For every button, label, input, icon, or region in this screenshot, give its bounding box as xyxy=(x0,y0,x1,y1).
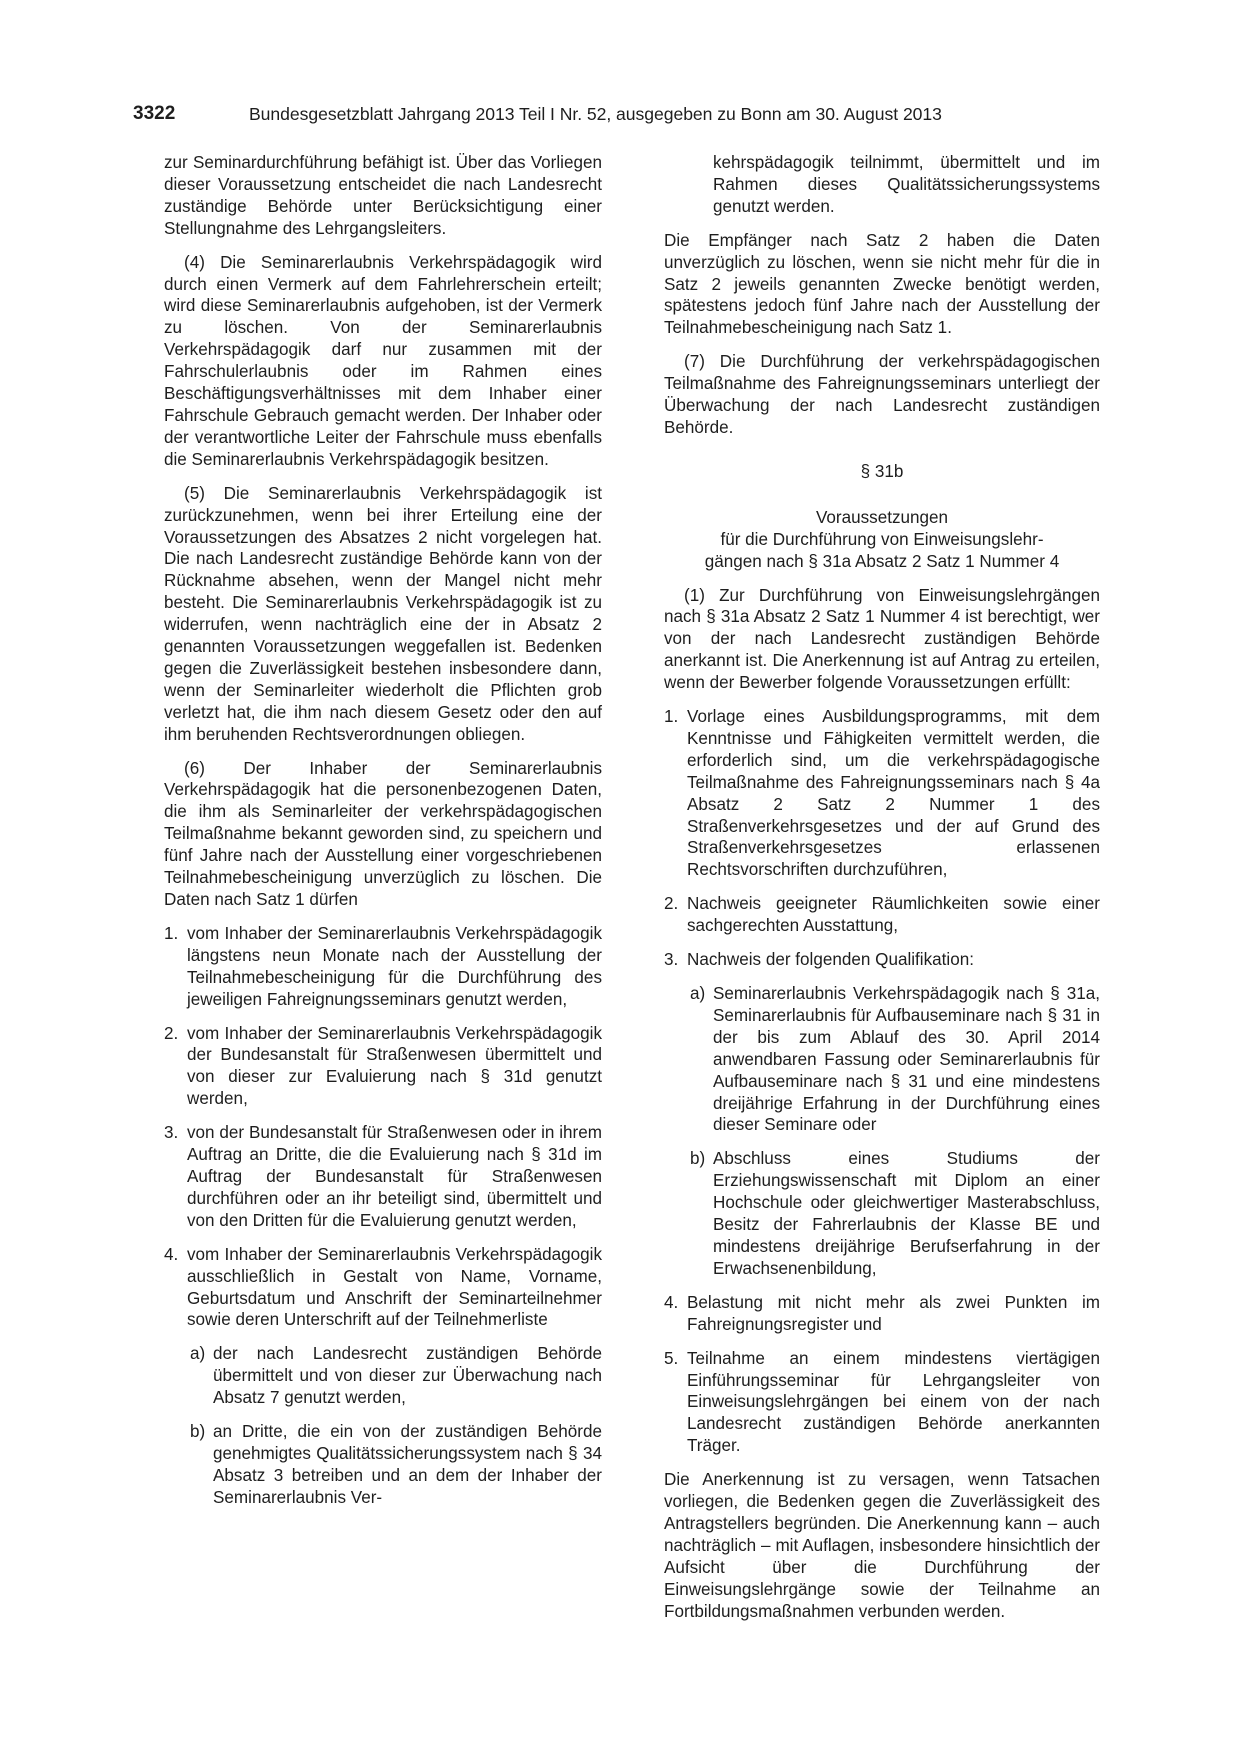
list-number: 3. xyxy=(164,1123,179,1143)
paragraph-intro: zur Seminardurchführung befähigt ist. Über das Vorliegen dieser Voraussetzung entscheidet die nach Landesrecht zuständige Behörde unter Berücksichtigung einer Stellungnahme des Lehrgangsleiters. xyxy=(164,153,602,238)
list-number: 5. xyxy=(664,1348,679,1368)
sub-list-letter: a) xyxy=(190,1344,206,1364)
paragraph-7: (7) Die Durchführung der verkehrspädagogischen Teilmaßnahme des Fahreignungsseminars unterliegt der Überwachung der nach Landesrecht zuständigen Behörde. xyxy=(664,352,1100,437)
sub-list-text: an Dritte, die ein von der zuständigen Behörde genehmigtes Qualitätssicherungssystem nach § 34 Absatz 3 betreiben und an dem der Inhaber der Seminarerlaubnis Ver- xyxy=(213,1422,602,1507)
list-item xyxy=(164,1023,602,1111)
list-item xyxy=(664,706,1100,881)
paragraph-1: (1) Zur Durchführung von Einweisungslehrgängen nach § 31a Absatz 2 Satz 1 Nummer 4 ist berechtigt, wer von der nach Landesrecht zuständigen Behörde anerkannt ist. Die Anerkennung ist auf Antrag zu erteilen, wenn der Bewerber folgende Voraussetzungen erfüllt: xyxy=(664,585,1100,693)
list-number: 4. xyxy=(164,1244,179,1264)
list-item xyxy=(164,1122,602,1232)
sub-list-text: Seminarerlaubnis Verkehrspädagogik nach § 31a, Seminarerlaubnis für Aufbauseminare nach § 31 in der bis zum Ablauf des 30. April 2014 anwendbaren Fassung oder Seminarerlaubnis für Aufbauseminare nach § 31 und eine mindestens dreijährige Erfahrung in der Durchführung eines dieser Seminare oder xyxy=(713,984,1100,1135)
list-item xyxy=(664,1348,1100,1458)
sub-list-item xyxy=(664,1148,1100,1279)
list-text: Belastung mit nicht mehr als zwei Punkten im Fahreignungsregister und xyxy=(687,1292,1100,1334)
sub-list-item xyxy=(164,1421,602,1509)
sub-list-text: der nach Landesrecht zuständigen Behörde übermittelt und von dieser zur Überwachung nach Absatz 7 genutzt werden, xyxy=(213,1344,602,1408)
paragraph-6: (6) Der Inhaber der Seminarerlaubnis Verkehrspädagogik hat die personenbezogenen Daten, die ihm als Seminarleiter der verkehrspädagogischen Teilmaßnahme bekannt geworden sind, zu speichern und fünf Jahre nach der Ausstellung einer vorgeschriebenen Teilnahmebescheinigung unverzüglich zu löschen. Die Daten nach Satz 1 dürfen xyxy=(164,758,602,909)
sub-list-text: Abschluss eines Studiums der Erziehungswissenschaft mit Diplom an einer Hochschule oder gleichwertiger Masterabschluss, Besitz der Fahrerlaubnis der Klasse BE und mindestens dreijährige Berufserfahrung in der Erwachsenenbildung, xyxy=(713,1149,1100,1278)
list-text: Nachweis geeigneter Räumlichkeiten sowie einer sachgerechten Ausstattung, xyxy=(687,894,1100,936)
section-number: § 31b xyxy=(860,461,904,481)
section-title-line: gängen nach § 31a Absatz 2 Satz 1 Nummer 4 xyxy=(704,551,1060,571)
paragraph-4: (4) Die Seminarerlaubnis Verkehrspädagogik wird durch einen Vermerk auf dem Fahrlehrerschein erteilt; wird diese Seminarerlaubnis aufgehoben, ist der Vermerk zu löschen. Von der Seminarerlaubnis Verkehrspädagogik darf nur zusammen mit der Fahrschulerlaubnis oder im Rahmen eines Beschäftigungsverhältnisses mit dem Inhaber einer Fahrschule Gebrauch gemacht werden. Der Inhaber oder der verantwortliche Leiter der Fahrschule muss ebenfalls die Seminarerlaubnis Verkehrspädagogik besitzen. xyxy=(164,252,602,469)
sub-list-item xyxy=(664,983,1100,1136)
list-number: 2. xyxy=(664,894,679,914)
page-number: 3322 xyxy=(133,103,176,124)
list-item xyxy=(164,923,602,1011)
paragraph-5: (5) Die Seminarerlaubnis Verkehrspädagogik ist zurückzunehmen, wenn bei ihrer Erteilung eine der Voraussetzungen des Absatzes 2 nicht vorgelegen hat. Die nach Landesrecht zuständige Behörde kann von der Rücknahme absehen, wenn der Mangel nicht mehr besteht. Die Seminarerlaubnis Verkehrspädagogik ist zu widerrufen, wenn nachträglich eine der in Absatz 2 genannten Voraussetzungen weggefallen ist. Bedenken gegen die Zuverlässigkeit bestehen insbesondere dann, wenn der Seminarleiter wiederholt die Pflichten grob verletzt hat, die ihm nach diesem Gesetz oder den auf ihm beruhenden Rechtsverordnungen obliegen. xyxy=(164,483,602,744)
page-header xyxy=(133,103,1108,129)
list-text: vom Inhaber der Seminarerlaubnis Verkehrspädagogik ausschließlich in Gestalt von Name, Vorname, Geburtsdatum und Anschrift der Seminarteilnehmer sowie deren Unterschrift auf der Teilnehmerliste xyxy=(187,1244,602,1330)
sub-list-item xyxy=(164,1343,602,1409)
sub-list-letter: b) xyxy=(190,1422,206,1442)
list-text: vom Inhaber der Seminarerlaubnis Verkehrspädagogik längstens neun Monate nach der Ausstellung der Teilnahmebescheinigung für die Durchführung des jeweiligen Fahreignungsseminars genutzt werden, xyxy=(187,923,602,1009)
list-number: 2. xyxy=(164,1023,179,1043)
list-text: von der Bundesanstalt für Straßenwesen oder in ihrem Auftrag an Dritte, die die Evaluierung nach § 31d im Auftrag der Bundesanstalt für Straßenwesen durchführen oder an ihr beteiligt sind, übermittelt und von den Dritten für die Evaluierung genutzt werden, xyxy=(187,1123,602,1230)
list-item xyxy=(664,949,1100,971)
sub-list-letter: a) xyxy=(690,984,706,1003)
sub-list-letter: b) xyxy=(690,1149,706,1169)
continued-sub-item: kehrspädagogik teilnimmt, übermittelt und im Rahmen dieses Qualitätssicherungssystems genutzt werden. xyxy=(713,153,1100,216)
list-number: 3. xyxy=(664,950,679,970)
list-number: 1. xyxy=(664,707,679,727)
list-item xyxy=(164,1244,602,1332)
list-text: Teilnahme an einem mindestens viertägigen Einführungsseminar für Lehrgangsleiter von Einweisungslehrgängen bei einem von der nach Landesrecht zuständigen Behörde anerkannten Träger. xyxy=(687,1348,1100,1456)
paragraph-closing: Die Anerkennung ist zu versagen, wenn Tatsachen vorliegen, die Bedenken gegen die Zuverlässigkeit des Antragstellers begründen. Die Anerkennung kann – auch nachträglich – mit Auflagen, insbesondere hinsichtlich der Aufsicht über die Durchführung der Einweisungslehrgänge sowie der Teilnahme an Fortbildungsmaßnahmen verbunden werden. xyxy=(664,1470,1100,1621)
section-title-line: für die Durchführung von Einweisungslehr- xyxy=(720,529,1044,549)
running-head: Bundesgesetzblatt Jahrgang 2013 Teil I Nr. 52, ausgegeben zu Bonn am 30. August 2013 xyxy=(249,104,942,124)
list-number: 4. xyxy=(664,1292,679,1312)
section-title-line: Voraussetzungen xyxy=(815,507,949,527)
list-text: vom Inhaber der Seminarerlaubnis Verkehrspädagogik der Bundesanstalt für Straßenwesen übermittelt und von dieser zur Evaluierung nach § 31d genutzt werden, xyxy=(187,1023,602,1109)
list-item xyxy=(664,1292,1100,1336)
paragraph-recipients: Die Empfänger nach Satz 2 haben die Daten unverzüglich zu löschen, wenn sie nicht mehr für die in Satz 2 jeweils genannten Zwecke benötigt werden, spätestens jedoch fünf Jahre nach der Ausstellung der Teilnahmebescheinigung nach Satz 1. xyxy=(664,230,1100,338)
right-column xyxy=(664,152,1100,1634)
list-number: 1. xyxy=(164,923,179,943)
list-text: Vorlage eines Ausbildungsprogramms, mit dem Kenntnisse und Fähigkeiten vermittelt werden, die erforderlich sind, um die verkehrspädagogische Teilmaßnahme des Fahreignungsseminars nach § 4a Absatz 2 Satz 2 Nummer 1 des Straßenverkehrsgesetzes und der auf Grund des Straßenverkehrsgesetzes erlassenen Rechtsvorschriften durchzuführen, xyxy=(687,707,1100,880)
left-column xyxy=(164,152,602,1521)
section-title xyxy=(664,507,1100,573)
list-item xyxy=(664,893,1100,937)
list-text: Nachweis der folgenden Qualifikation: xyxy=(687,950,974,970)
